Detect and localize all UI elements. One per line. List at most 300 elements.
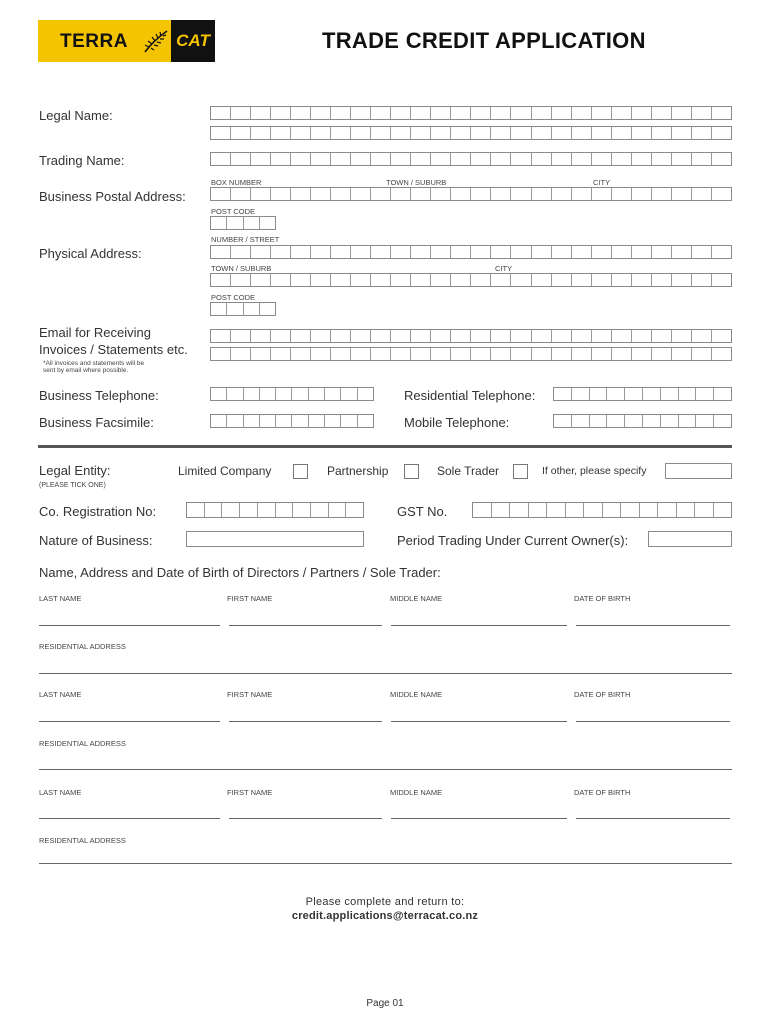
input-cell[interactable] [371,188,391,200]
input-cell[interactable] [632,330,652,342]
return-email[interactable]: credit.applications@terracat.co.nz [291,910,479,922]
input-cell[interactable] [572,127,592,139]
input-cell[interactable] [341,415,357,427]
input-cell[interactable] [231,246,251,258]
first-name-line[interactable] [229,818,382,819]
date-of-birth-line[interactable] [576,721,730,722]
input-cell[interactable] [612,127,632,139]
input-cell[interactable] [471,330,491,342]
input-cell[interactable] [547,503,566,517]
input-cell[interactable] [276,503,294,517]
input-cell[interactable] [592,153,612,165]
input-cell[interactable] [371,274,391,286]
input-cell[interactable] [572,188,592,200]
input-cell[interactable] [451,330,471,342]
input-cell[interactable] [231,348,251,360]
input-cell[interactable] [451,246,471,258]
input-cell[interactable] [714,388,731,400]
input-cell[interactable] [311,246,331,258]
input-cell[interactable] [511,330,531,342]
input-cell[interactable] [643,415,661,427]
input-cell[interactable] [371,153,391,165]
first-name-line[interactable] [229,721,382,722]
input-cell[interactable] [227,415,243,427]
email-input-1[interactable] [210,329,732,343]
input-cell[interactable] [532,153,552,165]
input-cell[interactable] [491,188,511,200]
input-cell[interactable] [291,246,311,258]
input-cell[interactable] [291,107,311,119]
input-cell[interactable] [491,153,511,165]
input-cell[interactable] [411,330,431,342]
input-cell[interactable] [511,348,531,360]
input-cell[interactable] [621,503,640,517]
input-cell[interactable] [672,348,692,360]
input-cell[interactable] [554,388,572,400]
input-cell[interactable] [211,188,231,200]
input-cell[interactable] [532,246,552,258]
business-facsimile-input[interactable] [210,414,374,428]
input-cell[interactable] [292,415,308,427]
input-cell[interactable] [552,348,572,360]
input-cell[interactable] [346,503,363,517]
input-cell[interactable] [311,153,331,165]
input-cell[interactable] [511,188,531,200]
middle-name-line[interactable] [391,818,567,819]
input-cell[interactable] [612,188,632,200]
input-cell[interactable] [311,330,331,342]
input-cell[interactable] [566,503,585,517]
input-cell[interactable] [607,388,625,400]
input-cell[interactable] [331,127,351,139]
input-cell[interactable] [431,246,451,258]
input-cell[interactable] [511,107,531,119]
input-cell[interactable] [584,503,603,517]
input-cell[interactable] [712,330,731,342]
input-cell[interactable] [552,246,572,258]
physical-post-code-input[interactable] [210,302,276,316]
input-cell[interactable] [692,246,712,258]
input-cell[interactable] [211,246,231,258]
input-cell[interactable] [187,503,205,517]
input-cell[interactable] [652,246,672,258]
input-cell[interactable] [672,246,692,258]
nature-of-business-input[interactable] [186,531,364,547]
input-cell[interactable] [251,348,271,360]
last-name-line[interactable] [39,625,220,626]
input-cell[interactable] [529,503,548,517]
input-cell[interactable] [431,348,451,360]
input-cell[interactable] [271,153,291,165]
input-cell[interactable] [572,348,592,360]
sole-trader-checkbox[interactable] [513,464,528,479]
input-cell[interactable] [227,217,243,229]
input-cell[interactable] [331,107,351,119]
physical-street-input[interactable] [210,245,732,259]
input-cell[interactable] [371,348,391,360]
input-cell[interactable] [661,415,679,427]
input-cell[interactable] [311,127,331,139]
input-cell[interactable] [592,274,612,286]
input-cell[interactable] [371,330,391,342]
input-cell[interactable] [391,274,411,286]
input-cell[interactable] [331,274,351,286]
input-cell[interactable] [672,153,692,165]
input-cell[interactable] [471,127,491,139]
input-cell[interactable] [291,153,311,165]
input-cell[interactable] [451,107,471,119]
input-cell[interactable] [652,274,672,286]
input-cell[interactable] [692,188,712,200]
input-cell[interactable] [712,107,731,119]
input-cell[interactable] [271,348,291,360]
input-cell[interactable] [411,153,431,165]
input-cell[interactable] [692,348,712,360]
input-cell[interactable] [260,217,275,229]
input-cell[interactable] [572,246,592,258]
input-cell[interactable] [276,415,292,427]
partnership-checkbox[interactable] [404,464,419,479]
input-cell[interactable] [311,503,329,517]
input-cell[interactable] [251,246,271,258]
input-cell[interactable] [451,127,471,139]
input-cell[interactable] [511,246,531,258]
input-cell[interactable] [451,348,471,360]
input-cell[interactable] [371,107,391,119]
input-cell[interactable] [471,348,491,360]
input-cell[interactable] [231,107,251,119]
input-cell[interactable] [532,107,552,119]
input-cell[interactable] [260,303,275,315]
input-cell[interactable] [291,127,311,139]
input-cell[interactable] [311,188,331,200]
input-cell[interactable] [329,503,347,517]
input-cell[interactable] [351,107,371,119]
input-cell[interactable] [231,153,251,165]
input-cell[interactable] [632,274,652,286]
first-name-line[interactable] [229,625,382,626]
input-cell[interactable] [692,127,712,139]
input-cell[interactable] [696,388,714,400]
input-cell[interactable] [612,246,632,258]
input-cell[interactable] [672,188,692,200]
input-cell[interactable] [712,348,731,360]
input-cell[interactable] [351,348,371,360]
middle-name-line[interactable] [391,625,567,626]
input-cell[interactable] [211,388,227,400]
input-cell[interactable] [251,153,271,165]
input-cell[interactable] [244,415,260,427]
input-cell[interactable] [652,188,672,200]
input-cell[interactable] [471,274,491,286]
input-cell[interactable] [258,503,276,517]
input-cell[interactable] [271,107,291,119]
input-cell[interactable] [632,246,652,258]
input-cell[interactable] [211,348,231,360]
input-cell[interactable] [572,274,592,286]
input-cell[interactable] [714,503,732,517]
input-cell[interactable] [552,330,572,342]
input-cell[interactable] [227,388,243,400]
input-cell[interactable] [211,415,227,427]
input-cell[interactable] [632,153,652,165]
input-cell[interactable] [712,188,731,200]
input-cell[interactable] [592,348,612,360]
input-cell[interactable] [607,415,625,427]
input-cell[interactable] [371,127,391,139]
input-cell[interactable] [532,274,552,286]
input-cell[interactable] [276,388,292,400]
input-cell[interactable] [511,127,531,139]
input-cell[interactable] [391,107,411,119]
input-cell[interactable] [679,415,697,427]
input-cell[interactable] [632,188,652,200]
input-cell[interactable] [612,107,632,119]
input-cell[interactable] [293,503,311,517]
input-cell[interactable] [211,217,227,229]
input-cell[interactable] [411,274,431,286]
residential-address-line[interactable] [39,863,732,864]
input-cell[interactable] [231,274,251,286]
input-cell[interactable] [244,217,260,229]
input-cell[interactable] [411,188,431,200]
input-cell[interactable] [643,388,661,400]
input-cell[interactable] [692,330,712,342]
input-cell[interactable] [552,127,572,139]
input-cell[interactable] [695,503,714,517]
input-cell[interactable] [411,127,431,139]
input-cell[interactable] [679,388,697,400]
input-cell[interactable] [211,127,231,139]
business-telephone-input[interactable] [210,387,374,401]
input-cell[interactable] [391,348,411,360]
input-cell[interactable] [612,153,632,165]
input-cell[interactable] [532,330,552,342]
input-cell[interactable] [592,127,612,139]
co-registration-input[interactable] [186,502,364,518]
residential-telephone-input[interactable] [553,387,732,401]
input-cell[interactable] [510,503,529,517]
input-cell[interactable] [351,330,371,342]
input-cell[interactable] [714,415,731,427]
input-cell[interactable] [260,388,276,400]
date-of-birth-line[interactable] [576,818,730,819]
input-cell[interactable] [471,246,491,258]
input-cell[interactable] [341,388,357,400]
input-cell[interactable] [358,415,373,427]
input-cell[interactable] [271,188,291,200]
trading-name-input[interactable] [210,152,732,166]
input-cell[interactable] [271,127,291,139]
input-cell[interactable] [552,188,572,200]
input-cell[interactable] [205,503,223,517]
input-cell[interactable] [251,107,271,119]
input-cell[interactable] [351,274,371,286]
input-cell[interactable] [532,188,552,200]
input-cell[interactable] [271,274,291,286]
input-cell[interactable] [391,330,411,342]
input-cell[interactable] [592,188,612,200]
input-cell[interactable] [331,246,351,258]
input-cell[interactable] [471,153,491,165]
input-cell[interactable] [251,274,271,286]
input-cell[interactable] [712,246,731,258]
gst-no-input[interactable] [472,502,732,518]
date-of-birth-line[interactable] [576,625,730,626]
input-cell[interactable] [451,274,471,286]
input-cell[interactable] [532,127,552,139]
period-trading-input[interactable] [648,531,732,547]
input-cell[interactable] [572,330,592,342]
input-cell[interactable] [251,330,271,342]
input-cell[interactable] [677,503,696,517]
input-cell[interactable] [632,107,652,119]
input-cell[interactable] [358,388,373,400]
other-entity-input[interactable] [665,463,732,479]
input-cell[interactable] [511,274,531,286]
input-cell[interactable] [211,107,231,119]
input-cell[interactable] [632,127,652,139]
input-cell[interactable] [231,127,251,139]
input-cell[interactable] [572,415,590,427]
input-cell[interactable] [554,415,572,427]
input-cell[interactable] [231,188,251,200]
input-cell[interactable] [471,188,491,200]
email-input-2[interactable] [210,347,732,361]
input-cell[interactable] [625,388,643,400]
input-cell[interactable] [652,153,672,165]
input-cell[interactable] [712,127,731,139]
legal-name-input-1[interactable] [210,106,732,120]
input-cell[interactable] [431,127,451,139]
input-cell[interactable] [309,415,325,427]
input-cell[interactable] [491,127,511,139]
last-name-line[interactable] [39,818,220,819]
input-cell[interactable] [491,330,511,342]
input-cell[interactable] [451,188,471,200]
input-cell[interactable] [491,274,511,286]
mobile-telephone-input[interactable] [553,414,732,428]
input-cell[interactable] [590,388,608,400]
input-cell[interactable] [612,274,632,286]
input-cell[interactable] [491,107,511,119]
input-cell[interactable] [244,303,260,315]
input-cell[interactable] [625,415,643,427]
input-cell[interactable] [612,348,632,360]
input-cell[interactable] [692,107,712,119]
input-cell[interactable] [572,388,590,400]
input-cell[interactable] [603,503,622,517]
input-cell[interactable] [652,348,672,360]
input-cell[interactable] [661,388,679,400]
input-cell[interactable] [371,246,391,258]
input-cell[interactable] [552,153,572,165]
input-cell[interactable] [291,188,311,200]
input-cell[interactable] [473,503,492,517]
input-cell[interactable] [240,503,258,517]
input-cell[interactable] [211,153,231,165]
input-cell[interactable] [572,153,592,165]
input-cell[interactable] [291,274,311,286]
input-cell[interactable] [692,274,712,286]
input-cell[interactable] [672,127,692,139]
input-cell[interactable] [311,348,331,360]
input-cell[interactable] [652,127,672,139]
input-cell[interactable] [491,246,511,258]
input-cell[interactable] [292,388,308,400]
input-cell[interactable] [431,188,451,200]
input-cell[interactable] [211,274,231,286]
input-cell[interactable] [431,274,451,286]
input-cell[interactable] [511,153,531,165]
input-cell[interactable] [325,415,341,427]
input-cell[interactable] [712,153,731,165]
input-cell[interactable] [431,330,451,342]
input-cell[interactable] [658,503,677,517]
input-cell[interactable] [572,107,592,119]
input-cell[interactable] [271,330,291,342]
input-cell[interactable] [331,330,351,342]
input-cell[interactable] [222,503,240,517]
input-cell[interactable] [491,348,511,360]
input-cell[interactable] [391,127,411,139]
input-cell[interactable] [431,153,451,165]
input-cell[interactable] [251,188,271,200]
input-cell[interactable] [492,503,511,517]
input-cell[interactable] [652,107,672,119]
input-cell[interactable] [411,246,431,258]
input-cell[interactable] [672,107,692,119]
limited-company-checkbox[interactable] [293,464,308,479]
input-cell[interactable] [391,153,411,165]
input-cell[interactable] [291,348,311,360]
input-cell[interactable] [592,330,612,342]
last-name-line[interactable] [39,721,220,722]
input-cell[interactable] [592,246,612,258]
middle-name-line[interactable] [391,721,567,722]
input-cell[interactable] [592,107,612,119]
input-cell[interactable] [672,274,692,286]
input-cell[interactable] [331,188,351,200]
input-cell[interactable] [391,188,411,200]
input-cell[interactable] [311,107,331,119]
input-cell[interactable] [552,107,572,119]
input-cell[interactable] [260,415,276,427]
input-cell[interactable] [351,246,371,258]
input-cell[interactable] [552,274,572,286]
input-cell[interactable] [411,348,431,360]
residential-address-line[interactable] [39,769,732,770]
input-cell[interactable] [331,348,351,360]
legal-name-input-2[interactable] [210,126,732,140]
input-cell[interactable] [211,330,231,342]
input-cell[interactable] [696,415,714,427]
input-cell[interactable] [227,303,243,315]
postal-post-code-input[interactable] [210,216,276,230]
input-cell[interactable] [251,127,271,139]
postal-address-input[interactable] [210,187,732,201]
input-cell[interactable] [411,107,431,119]
input-cell[interactable] [590,415,608,427]
input-cell[interactable] [231,330,251,342]
input-cell[interactable] [451,153,471,165]
input-cell[interactable] [211,303,227,315]
input-cell[interactable] [291,330,311,342]
physical-town-city-input[interactable] [210,273,732,287]
input-cell[interactable] [431,107,451,119]
input-cell[interactable] [692,153,712,165]
input-cell[interactable] [471,107,491,119]
